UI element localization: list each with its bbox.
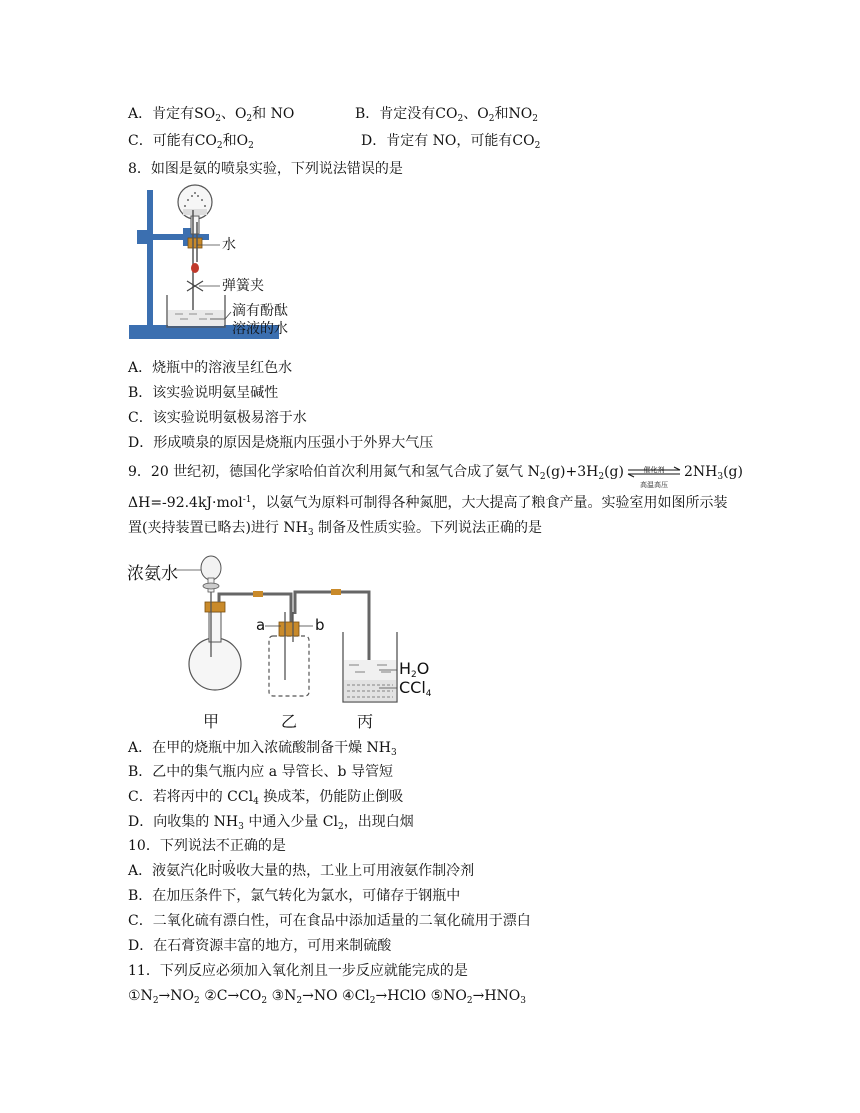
q10-option-b: B．在加压条件下，氯气转化为氯水，可储存于钢瓶中 <box>128 888 461 904</box>
q8-fountain-figure <box>125 182 305 347</box>
label-solution-1: 滴有酚酞 <box>232 303 288 319</box>
q7-option-c: C．可能有$CO_2$和$O_2$ <box>128 133 254 151</box>
label-b: b <box>315 616 325 634</box>
q11-items: $①N_2\to NO_2$ $②C\to CO_2$ $③N_2\to NO$ $④Cl_2\to HClO$ $⑤NO_2\to HNO_3$ <box>128 988 527 1006</box>
q9-option-a: A．在甲的烧瓶中加入浓硫酸制备干燥 $NH_3$ <box>128 740 397 758</box>
q10-option-d: D．在石膏资源丰富的地方，可用来制硫酸 <box>128 938 392 954</box>
q11-stem: 11．下列反应必须加入氧化剂且一步反应就能完成的是 <box>128 963 468 979</box>
q9-option-b: B．乙中的集气瓶内应 a 导管长、b 导管短 <box>128 764 393 780</box>
q7-option-a: A．肯定有$SO_2$、$O_2$和 NO <box>128 106 295 124</box>
q10-stem: 10．下列说法不正确 · ·的是 <box>128 836 286 856</box>
label-h2o: $H_2O$ <box>399 659 430 680</box>
q7-option-b: B．肯定没有$CO_2$、$O_2$和$NO_2$ <box>355 106 538 124</box>
label-solution-2: 溶液的水 <box>232 321 288 337</box>
q9-stem-line3: 置(夹持装置已略去)进行 $NH_3$ 制备及性质实验。下列说法正确的是 <box>128 520 543 538</box>
q8-option-b: B．该实验说明氨呈碱性 <box>128 385 279 401</box>
q8-option-c: C．该实验说明氨极易溶于水 <box>128 410 307 426</box>
q8-stem: 8．如图是氨的喷泉实验，下列说法错误的是 <box>128 161 403 177</box>
bottle-yi <box>269 636 309 696</box>
label-water: 水 <box>222 237 236 253</box>
label-jia: 甲 <box>203 712 220 731</box>
q10-option-c: C．二氧化硫有漂白性，可在食品中添加适量的二氧化硫用于漂白 <box>128 913 531 929</box>
flask-jia <box>189 638 241 690</box>
separatory-funnel <box>201 556 221 580</box>
label-ccl4: CCl$_4$ <box>399 678 432 699</box>
q9-stem-line1: 9．20 世纪初，德国化学家哈伯首次利用氮气和氢气合成了氨气 $N_2(g)+3H_2(g)$ 催化剂 高温高压 $2NH_3(g)$ <box>128 464 743 489</box>
q8-option-a: A．烧瓶中的溶液呈红色水 <box>128 360 293 376</box>
q9-apparatus-figure <box>125 552 465 732</box>
stand-pole <box>147 190 153 326</box>
q9-option-d: D．向收集的 $NH_3$ 中通入少量 $Cl_2$，出现白烟 <box>128 814 414 832</box>
label-yi: 乙 <box>281 712 298 731</box>
label-bing: 丙 <box>357 712 374 731</box>
reversible-arrow: 催化剂 高温高压 <box>626 462 682 482</box>
label-spring-clip: 弹簧夹 <box>222 278 264 294</box>
q8-option-d: D．形成喷泉的原因是烧瓶内压强小于外界大气压 <box>128 435 434 451</box>
q7-option-d: D．肯定有 NO，可能有$CO_2$ <box>361 133 541 151</box>
q9-option-c: C．若将丙中的 CCl$_4$ 换成苯，仍能防止倒吸 <box>128 789 404 807</box>
q9-stem-line2: ΔH=-92.4kJ·mol$^{-1}$，以氨气为原料可制得各种氮肥，大大提高了粮食产量。实验室用如图所示装 <box>128 495 728 511</box>
q10-option-a: A．液氨汽化时吸收大量的热，工业上可用液氨作制冷剂 <box>128 863 475 879</box>
emphasis-not-correct: 不正确 · · <box>216 838 258 854</box>
label-ammonia-water: 浓氨水 <box>127 564 178 584</box>
label-a: a <box>256 616 266 634</box>
